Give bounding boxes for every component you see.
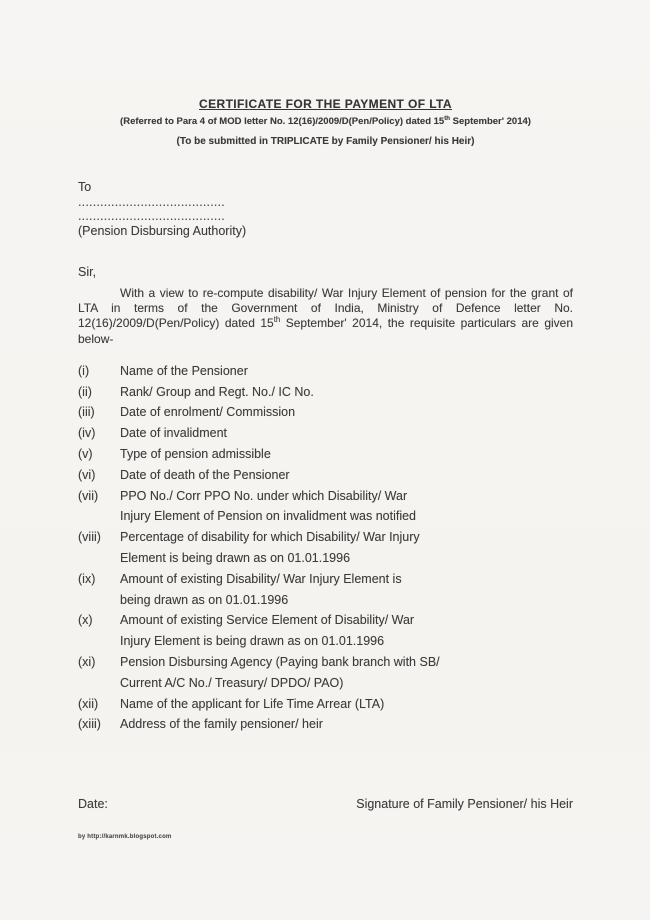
signoff-row: [78, 797, 573, 811]
list-item-number: (xi): [78, 654, 96, 669]
list-item-text: [120, 652, 573, 694]
list-item-line: Date of enrolment/ Commission: [120, 405, 296, 420]
list-item-line: PPO No./ Corr PPO No. under which Disability/ War: [120, 488, 408, 503]
to-label: To: [78, 180, 92, 194]
list-item-line: Address of the family pensioner/ heir: [120, 717, 323, 732]
list-item: [78, 402, 573, 423]
list-item-text: [120, 694, 573, 715]
list-item-number: (xii): [78, 696, 99, 711]
list-item: [78, 610, 573, 652]
reference-text: (Referred to Para 4 of MOD letter No. 12(16)/2009/D(Pen/Policy) dated 15: [120, 116, 445, 127]
list-item-number: (i): [78, 363, 90, 378]
list-item-text: [120, 465, 573, 486]
list-item: [78, 569, 573, 611]
list-item: [78, 694, 573, 715]
list-item-line: Date of invalidment: [120, 426, 228, 441]
list-item-line: Type of pension admissible: [120, 447, 271, 461]
source-credit: by http://karnmk.blogspot.com: [78, 834, 172, 841]
list-item-line: being drawn as on 01.01.1996: [120, 592, 289, 607]
submission-note: (To be submitted in TRIPLICATE by Family Pensioner/ his Heir): [176, 136, 475, 147]
particulars-list: [78, 361, 573, 735]
list-item-line: Current A/C No./ Treasury/ DPDO/ PAO): [120, 675, 344, 690]
list-item-number: (iv): [78, 426, 96, 441]
list-item: [78, 486, 573, 528]
list-item-line: Element is being drawn as on 01.01.1996: [120, 550, 351, 565]
list-item-number: (ii): [78, 384, 92, 399]
list-item-number: (x): [78, 613, 93, 628]
address-dotted-line: ........................................: [78, 194, 225, 209]
reference-text-end: September' 2014): [450, 116, 531, 127]
signature-label: Signature of Family Pensioner/ his Heir: [356, 797, 573, 812]
paragraph-line: [78, 301, 573, 316]
paragraph-line: [78, 332, 573, 347]
list-item-text: [120, 444, 573, 465]
list-item-text: [120, 714, 573, 735]
list-item-number: (vi): [78, 467, 96, 482]
paragraph-text: LTA in terms of the Government of India, Ministry of Defence letter No.: [78, 301, 573, 316]
list-item: [78, 382, 573, 403]
list-item: [78, 652, 573, 694]
list-item-text: [120, 382, 573, 403]
salutation: Sir,: [78, 265, 97, 279]
list-item: [78, 444, 573, 465]
list-item-number: (vii): [78, 488, 99, 503]
paragraph-line: [78, 316, 573, 331]
date-label: Date:: [78, 797, 108, 812]
address-dotted-line: ........................................: [78, 209, 225, 223]
list-item-text: [120, 486, 573, 528]
list-item-line: Amount of existing Service Element of Disability/ War: [120, 613, 415, 628]
recipient-block: [78, 180, 573, 238]
paragraph-text: With a view to re-compute disability/ War Injury Element of pension for the grant of: [120, 286, 573, 300]
list-item-number: (iii): [78, 405, 95, 420]
list-item-number: (xiii): [78, 717, 101, 732]
list-item: [78, 423, 573, 444]
list-item-text: [120, 569, 573, 611]
paragraph-superscript: th: [273, 315, 281, 325]
paragraph-line: [78, 286, 573, 301]
list-item-number: (v): [78, 447, 93, 461]
reference-line: [78, 116, 573, 127]
list-item-line: Pension Disbursing Agency (Paying bank branch with SB/: [120, 654, 440, 669]
paragraph-text: below-: [78, 331, 114, 346]
document-title: CERTIFICATE FOR THE PAYMENT OF LTA: [199, 97, 452, 111]
list-item-line: Percentage of disability for which Disability/ War Injury: [120, 530, 420, 545]
list-item: [78, 527, 573, 569]
paragraph-text: 12(16)/2009/D(Pen/Policy) dated 15: [78, 316, 274, 331]
list-item-text: [120, 423, 573, 444]
list-item-number: (viii): [78, 530, 101, 545]
reference-superscript: th: [444, 114, 451, 122]
list-item-number: (ix): [78, 571, 96, 586]
authority-label: (Pension Disbursing Authority): [78, 223, 247, 238]
list-item: [78, 361, 573, 382]
list-item-line: Name of the applicant for Life Time Arrear (LTA): [120, 696, 385, 711]
list-item: [78, 465, 573, 486]
list-item-line: Injury Element is being drawn as on 01.01.1996: [120, 634, 385, 649]
list-item-line: Name of the Pensioner: [120, 363, 248, 378]
list-item-line: Rank/ Group and Regt. No./ IC No.: [120, 384, 314, 399]
intro-paragraph: [78, 286, 573, 347]
list-item-text: [120, 610, 573, 652]
list-item-text: [120, 527, 573, 569]
list-item-line: Date of death of the Pensioner: [120, 467, 290, 482]
list-item: [78, 714, 573, 735]
list-item-text: [120, 402, 573, 423]
list-item-line: Injury Element of Pension on invalidment was notified: [120, 509, 416, 524]
list-item-line: Amount of existing Disability/ War Injury Element is: [120, 571, 402, 586]
paragraph-text-end: September' 2014, the requisite particulars are given: [280, 316, 574, 331]
list-item-text: [120, 361, 573, 382]
